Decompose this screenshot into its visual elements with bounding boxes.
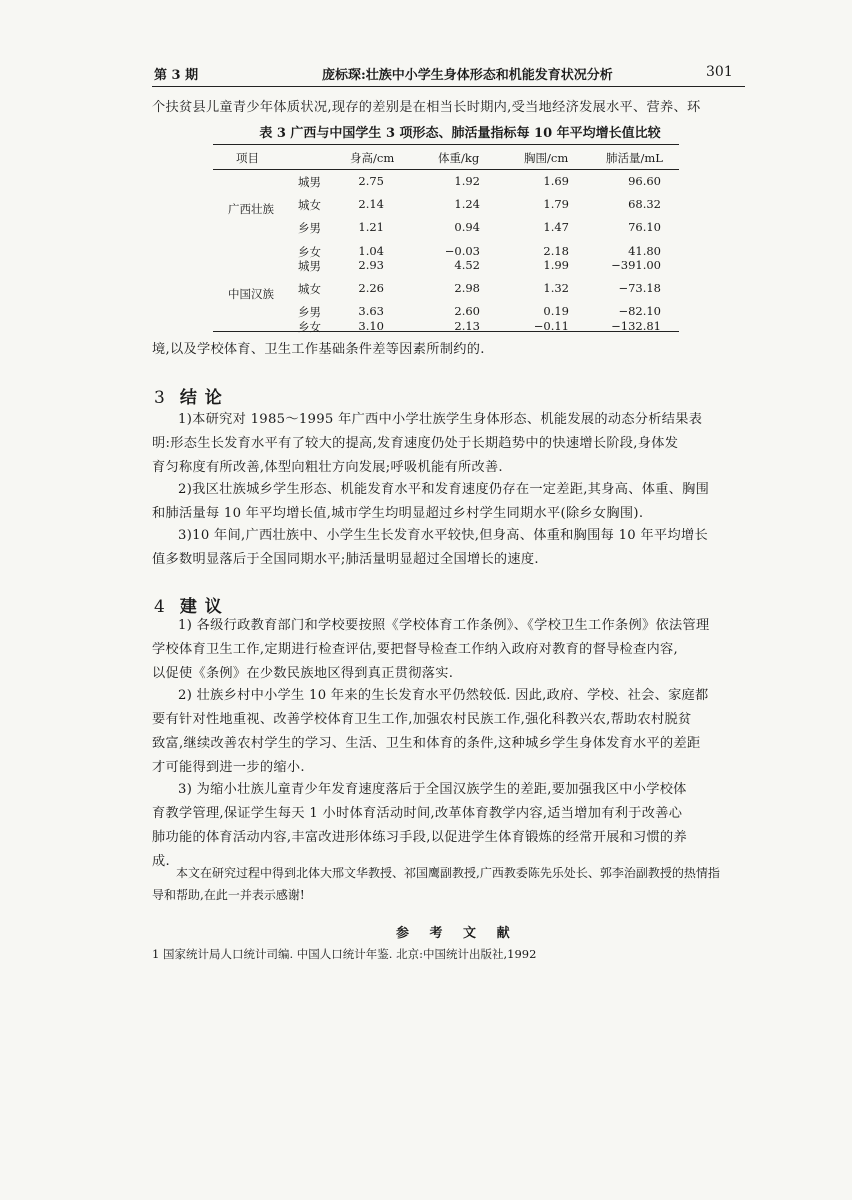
table-cell: 1.79	[543, 197, 569, 211]
table-cell: 76.10	[628, 220, 661, 234]
table-row-label: 乡女	[298, 320, 321, 334]
table-cell: 2.60	[454, 304, 480, 318]
s3-line: 2)我区壮族城乡学生形态、机能发育水平和发育速度仍存在一定差距,其身高、体重、胸围	[178, 482, 710, 497]
s4-line: 致富,继续改善农村学生的学习、生活、卫生和体育的条件,这种城乡学生身体发育水平的差距	[152, 736, 701, 751]
s4-line: 成.	[152, 854, 170, 869]
table-cell: 2.75	[358, 174, 384, 188]
running-title: 庞标琛:壮族中小学生身体形态和机能发育状况分析	[322, 68, 613, 83]
table-group-label: 广西壮族	[228, 202, 274, 216]
table-cell: 3.10	[358, 319, 384, 333]
table-row-label: 城女	[298, 282, 321, 296]
s4-line: 育教学管理,保证学生每天 1 小时体育活动时间,改革体育教学内容,适当增加有利于改善心	[152, 806, 683, 821]
table-header-height: 身高/cm	[350, 151, 395, 165]
table-row-label: 城男	[298, 175, 321, 189]
references-heading: 参 考 文 献	[396, 926, 518, 941]
table-cell: 1.04	[358, 244, 384, 258]
acknowledgement-line: 本文在研究过程中得到北体大邢文华教授、祁国鹰副教授,广西教委陈先乐处长、郭李治副教授的热情指	[176, 866, 720, 880]
s4-line: 才可能得到进一步的缩小.	[152, 760, 305, 775]
table-cell: 68.32	[628, 197, 661, 211]
table-cell: 3.63	[358, 304, 384, 318]
section-3-number: 3	[154, 388, 166, 408]
table-cell: 96.60	[628, 174, 661, 188]
s4-line: 3) 为缩小壮族儿童青少年发育速度落后于全国汉族学生的差距,要加强我区中小学校体	[178, 782, 687, 797]
table-cell: 1.21	[358, 220, 384, 234]
table-cell: −0.03	[444, 244, 480, 258]
table-cell: 2.93	[358, 258, 384, 272]
header-rule	[152, 86, 745, 87]
page-number: 301	[706, 64, 733, 80]
s4-line: 1) 各级行政教育部门和学校要按照《学校体育工作条例》、《学校卫生工作条例》依法管理	[178, 618, 710, 633]
s3-line: 3)10 年间,广西壮族中、小学生生长发育水平较快,但身高、体重和胸围每 10 年平均增长	[178, 528, 708, 543]
s4-line: 2) 壮族乡村中小学生 10 年来的生长发育水平仍然较低. 因此,政府、学校、社会、家庭都	[178, 688, 709, 703]
issue-label: 第 3 期	[154, 68, 199, 83]
table-row-label: 乡男	[298, 221, 321, 235]
table-cell: −73.18	[618, 281, 661, 295]
table-row-label: 乡男	[298, 305, 321, 319]
table-cell: 1.99	[543, 258, 569, 272]
table-bottom-rule	[213, 331, 679, 332]
table-header-chest: 胸围/cm	[524, 151, 569, 165]
section-4-number: 4	[154, 597, 166, 617]
table-cell: 1.92	[454, 174, 480, 188]
s3-line: 明:形态生长发育水平有了较大的提高,发育速度仍处于长期趋势中的快速增长阶段,身体发	[152, 436, 679, 451]
table-header-weight: 体重/kg	[438, 151, 480, 165]
after-table-line: 境,以及学校体育、卫生工作基础条件差等因素所制约的.	[152, 342, 485, 357]
table-cell: 1.47	[543, 220, 569, 234]
s4-line: 肺功能的体育活动内容,丰富改进形体练习手段,以促进学生体育锻炼的经常开展和习惯的养	[152, 830, 687, 845]
table-cell: 2.18	[543, 244, 569, 258]
table-cell: 2.26	[358, 281, 384, 295]
table-cell: 4.52	[454, 258, 480, 272]
acknowledgement-line: 导和帮助,在此一并表示感谢!	[152, 888, 305, 902]
section-3-title: 结 论	[179, 388, 223, 408]
table-cell: 0.94	[454, 220, 480, 234]
intro-line: 个扶贫县儿童青少年体质状况,现存的差别是在相当长时期内,受当地经济发展水平、营养、环	[152, 100, 701, 115]
section-3-heading	[154, 383, 223, 408]
s3-line: 1)本研究对 1985～1995 年广西中小学壮族学生身体形态、机能发展的动态分析结果表	[178, 412, 703, 427]
table-header-vital-capacity: 肺活量/mL	[606, 151, 663, 165]
table-cell: −391.00	[611, 258, 661, 272]
table-row-label: 乡女	[298, 245, 321, 259]
table-cell: −0.11	[533, 319, 569, 333]
table-cell: 1.24	[454, 197, 480, 211]
s3-line: 育匀称度有所改善,体型向粗壮方向发展;呼吸机能有所改善.	[152, 460, 503, 475]
table-cell: −82.10	[618, 304, 661, 318]
table-cell: −132.81	[611, 319, 661, 333]
s3-line: 值多数明显落后于全国同期水平;肺活量明显超过全国增长的速度.	[152, 552, 539, 567]
table-row-label: 城女	[298, 198, 321, 212]
table-row-label: 城男	[298, 259, 321, 273]
table-cell: 1.69	[543, 174, 569, 188]
table-cell: 41.80	[628, 244, 661, 258]
table-caption: 表 3 广西与中国学生 3 项形态、肺活量指标每 10 年平均增长值比较	[259, 126, 661, 141]
s4-line: 要有针对性地重视、改善学校体育卫生工作,加强农村民族工作,强化科教兴农,帮助农村脱贫	[152, 712, 692, 727]
table-group-label: 中国汉族	[228, 287, 274, 301]
table-cell: 2.98	[454, 281, 480, 295]
table-cell: 2.14	[358, 197, 384, 211]
s4-line: 学校体育卫生工作,定期进行检查评估,要把督导检查工作纳入政府对教育的督导检查内容,	[152, 642, 678, 657]
table-cell: 1.32	[543, 281, 569, 295]
table-header-rule	[213, 169, 679, 170]
table-top-rule	[213, 144, 679, 145]
s4-line: 以促使《条例》在少数民族地区得到真正贯彻落实.	[152, 666, 454, 681]
s3-line: 和肺活量每 10 年平均增长值,城市学生均明显超过乡村学生同期水平(除乡女胸围).	[152, 506, 644, 521]
table-cell: 0.19	[543, 304, 569, 318]
table-header-item: 项目	[236, 151, 259, 165]
section-4-title: 建 议	[179, 597, 223, 617]
table-cell: 2.13	[454, 319, 480, 333]
reference-item: 1 国家统计局人口统计司编. 中国人口统计年鉴. 北京:中国统计出版社,1992	[152, 947, 537, 961]
